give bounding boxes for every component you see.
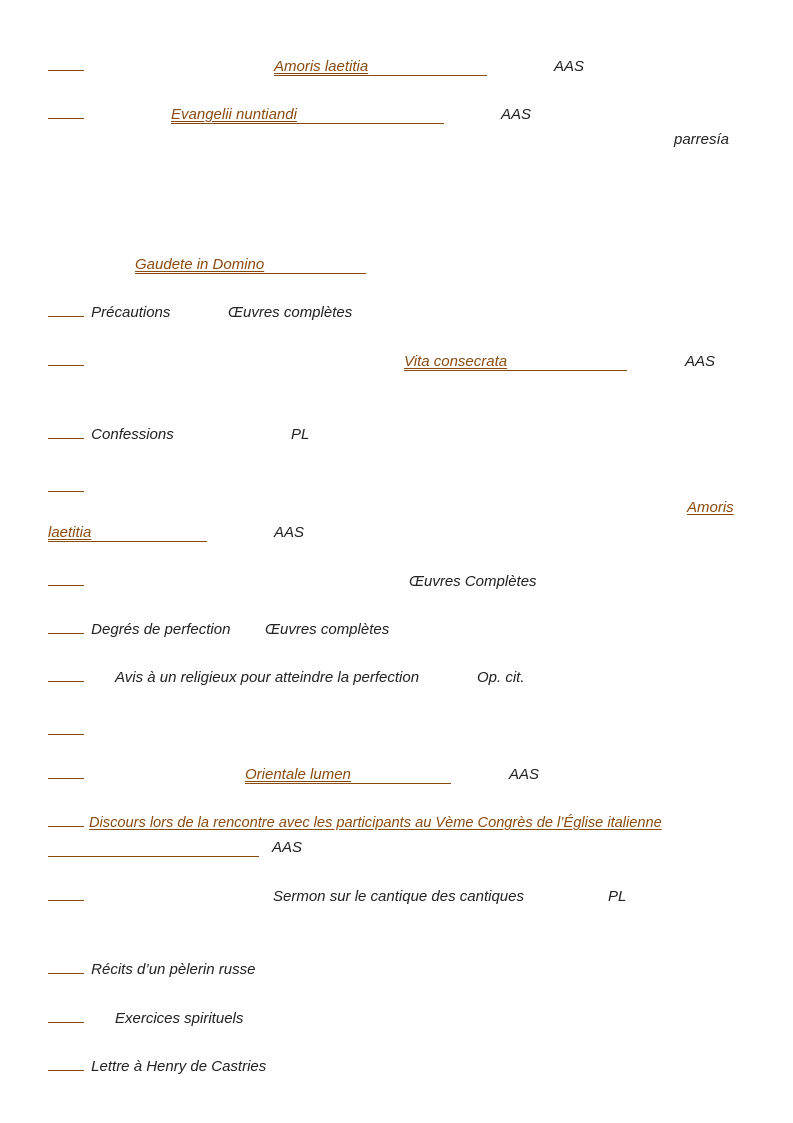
footnote-number-blank (48, 364, 84, 366)
link-underline (245, 783, 451, 784)
citation-op-cit: Op. cit. (477, 669, 525, 686)
link-underline (404, 370, 627, 371)
link-vita-consecrata[interactable] (404, 353, 507, 371)
source-abbr: AAS (554, 58, 585, 75)
source-abbr: AAS (274, 524, 305, 541)
footnote-line-17 (48, 1058, 266, 1076)
link-text: laetitia (48, 524, 92, 541)
footnote-line-2 (48, 106, 84, 124)
footnote-number-blank (48, 117, 84, 119)
work-collection: Œuvres complètes (228, 304, 353, 321)
link-text: Vita consecrata (404, 353, 508, 370)
footnote-number-blank (48, 584, 84, 586)
work-title: Exercices spirituels (115, 1010, 244, 1027)
footnote-line-7 (48, 479, 84, 497)
link-amoris-laetitia[interactable] (274, 58, 368, 76)
link-underline (135, 273, 366, 274)
link-underline (48, 541, 207, 542)
footnote-line-9 (48, 621, 230, 639)
link-gaudete-in-domino[interactable] (135, 256, 264, 274)
work-title: Récits d’un pèlerin russe (91, 961, 256, 978)
link-evangelii-nuntiandi[interactable] (171, 106, 297, 124)
footnote-number-blank (48, 1069, 84, 1071)
source-abbr: AAS (685, 353, 716, 370)
footnote-number-blank (48, 680, 84, 682)
footnote-line-11 (48, 722, 84, 740)
footnote-line-8 (48, 573, 84, 591)
work-title: Lettre à Henry de Castries (91, 1058, 267, 1075)
source-abbr: AAS (509, 766, 540, 783)
work-collection: Œuvres Complètes (409, 573, 537, 590)
footnote-number-blank (48, 315, 84, 317)
footnote-line-15 (48, 961, 255, 979)
footnote-line-14 (48, 888, 84, 906)
work-title: Avis à un religieux pour atteindre la perfection (115, 669, 420, 686)
footnote-line-13 (48, 814, 84, 832)
footnote-number-blank (48, 733, 84, 735)
footnote-number-blank (48, 632, 84, 634)
footnote-number-blank (48, 490, 84, 492)
link-amoris-laetitia-2[interactable] (687, 499, 734, 517)
work-collection: Œuvres complètes (265, 621, 390, 638)
link-discours-congres[interactable] (89, 814, 662, 832)
footnote-line-12 (48, 766, 84, 784)
link-underline (171, 123, 444, 124)
footnote-line-16 (48, 1010, 84, 1028)
footnote-number-blank (48, 69, 84, 71)
footnote-line-5 (48, 353, 84, 371)
work-title: Précautions (91, 304, 171, 321)
footnote-line-1 (48, 58, 84, 76)
footnote-number-blank (48, 777, 84, 779)
source-abbr: PL (291, 426, 310, 443)
footnote-line-10 (48, 669, 84, 687)
work-title: Degrés de perfection (91, 621, 231, 638)
footnote-number-blank (48, 825, 84, 827)
source-abbr: AAS (501, 106, 532, 123)
work-title: Confessions (91, 426, 174, 443)
work-title: Sermon sur le cantique des cantiques (273, 888, 524, 905)
footnote-number-blank (48, 899, 84, 901)
source-abbr: AAS (272, 839, 303, 856)
link-text: Amoris laetitia (274, 58, 369, 75)
link-text: Orientale lumen (245, 766, 351, 783)
link-text: Evangelii nuntiandi (171, 106, 297, 123)
footnote-number-blank (48, 437, 84, 439)
footnote-number-blank (48, 1021, 84, 1023)
link-text: Gaudete in Domino (135, 256, 265, 273)
source-abbr: PL (608, 888, 627, 905)
link-orientale-lumen[interactable] (245, 766, 351, 784)
link-amoris-laetitia-2-cont[interactable] (48, 524, 91, 542)
link-text: Amoris (687, 499, 734, 516)
link-underline-continued (48, 856, 259, 857)
link-text: Discours lors de la rencontre avec les participants au Vème Congrès de l’Église italienne (89, 815, 662, 831)
link-underline (274, 75, 487, 76)
footnote-line-6 (48, 426, 174, 444)
term-parresia: parresía (674, 131, 730, 148)
footnote-number-blank (48, 972, 84, 974)
footnote-line-4 (48, 304, 170, 322)
